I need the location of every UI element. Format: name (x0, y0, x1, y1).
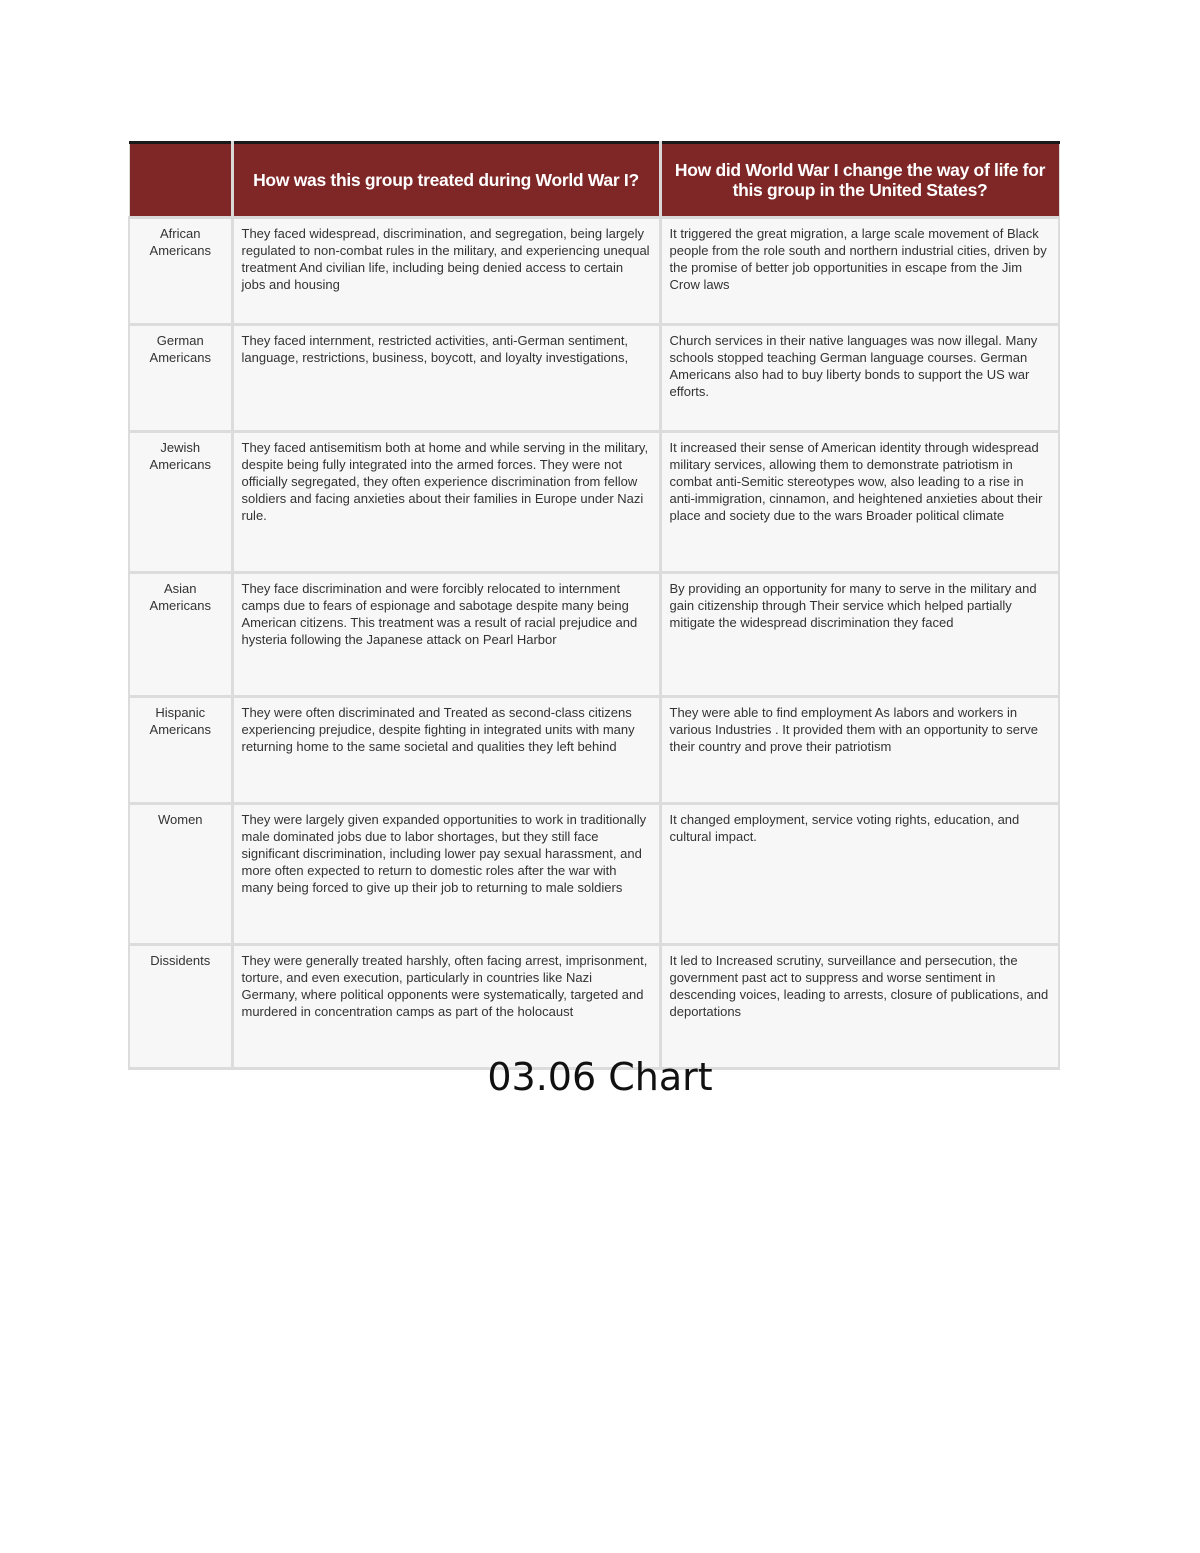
header-group (129, 143, 232, 218)
change-cell: It led to Increased scrutiny, surveillance and persecution, the government past act to suppress and worse sentiment in descending voices, leading to arrests, closure of publications, and deportations (660, 945, 1059, 1069)
treatment-cell: They were often discriminated and Treated as second-class citizens experiencing prejudice, despite fighting in integrated units with many returning home to the same societal and qualities they left behind (232, 697, 660, 804)
treatment-cell: They were largely given expanded opportunities to work in traditionally male dominated jobs due to labor shortages, but they still face significant discrimination, including lower pay sexual harassment, and more often expected to return to domestic roles after the war with many being forced to give up their job to returning to male soldiers (232, 804, 660, 945)
treatment-cell: They faced antisemitism both at home and while serving in the military, despite being fully integrated into the armed forces. They were not officially segregated, they often experience discrimination from fellow soldiers and facing anxieties about their families in Europe under Nazi rule. (232, 432, 660, 573)
treatment-cell: They faced widespread, discrimination, and segregation, being largely regulated to non-combat rules in the military, and experiencing unequal treatment And civilian life, including being denied access to certain jobs and housing (232, 218, 660, 325)
group-name: Women (129, 804, 232, 945)
table-row (129, 697, 1059, 804)
group-name: Dissidents (129, 945, 232, 1069)
table-row (129, 218, 1059, 325)
change-cell: It increased their sense of American identity through widespread military services, allowing them to demonstrate patriotism in combat anti-Semitic stereotypes wow, also leading to a rise in anti-immigration, cinnamon, and heightened anxieties about their place and society due to the wars Broader political climate (660, 432, 1059, 573)
group-name: Hispanic Americans (129, 697, 232, 804)
table-row (129, 325, 1059, 432)
treatment-cell: They were generally treated harshly, often facing arrest, imprisonment, torture, and even execution, particularly in countries like Nazi Germany, where political opponents were systematically, targeted and murdered in concentration camps as part of the holocaust (232, 945, 660, 1069)
change-cell: It changed employment, service voting rights, education, and cultural impact. (660, 804, 1059, 945)
group-name: African Americans (129, 218, 232, 325)
change-cell: By providing an opportunity for many to serve in the military and gain citizenship through Their service which helped partially mitigate the widespread discrimination they faced (660, 573, 1059, 697)
table-row (129, 432, 1059, 573)
change-cell: It triggered the great migration, a large scale movement of Black people from the role south and northern industrial cities, driven by the promise of better job opportunities in escape from the Jim Crow laws (660, 218, 1059, 325)
group-name: Jewish Americans (129, 432, 232, 573)
header-treatment: How was this group treated during World War I? (232, 143, 660, 218)
change-cell: Church services in their native languages was now illegal. Many schools stopped teaching German language courses. German Americans also had to buy liberty bonds to support the US war efforts. (660, 325, 1059, 432)
change-cell: They were able to find employment As labors and workers in various Industries . It provided them with an opportunity to serve their country and prove their patriotism (660, 697, 1059, 804)
treatment-cell: They face discrimination and were forcibly relocated to internment camps due to fears of espionage and sabotage despite many being American citizens. This treatment was a result of racial prejudice and hysteria following the Japanese attack on Pearl Harbor (232, 573, 660, 697)
group-name: Asian Americans (129, 573, 232, 697)
group-name: German Americans (129, 325, 232, 432)
table-row (129, 573, 1059, 697)
table-row (129, 945, 1059, 1069)
header-change: How did World War I change the way of life for this group in the United States? (660, 143, 1059, 218)
page-caption: 03.06 Chart (487, 1055, 713, 1099)
treatment-cell: They faced internment, restricted activities, anti-German sentiment, language, restrictions, business, boycott, and loyalty investigations, (232, 325, 660, 432)
table-header-row (129, 143, 1059, 218)
wwi-groups-table (128, 141, 1060, 1070)
table-row (129, 804, 1059, 945)
